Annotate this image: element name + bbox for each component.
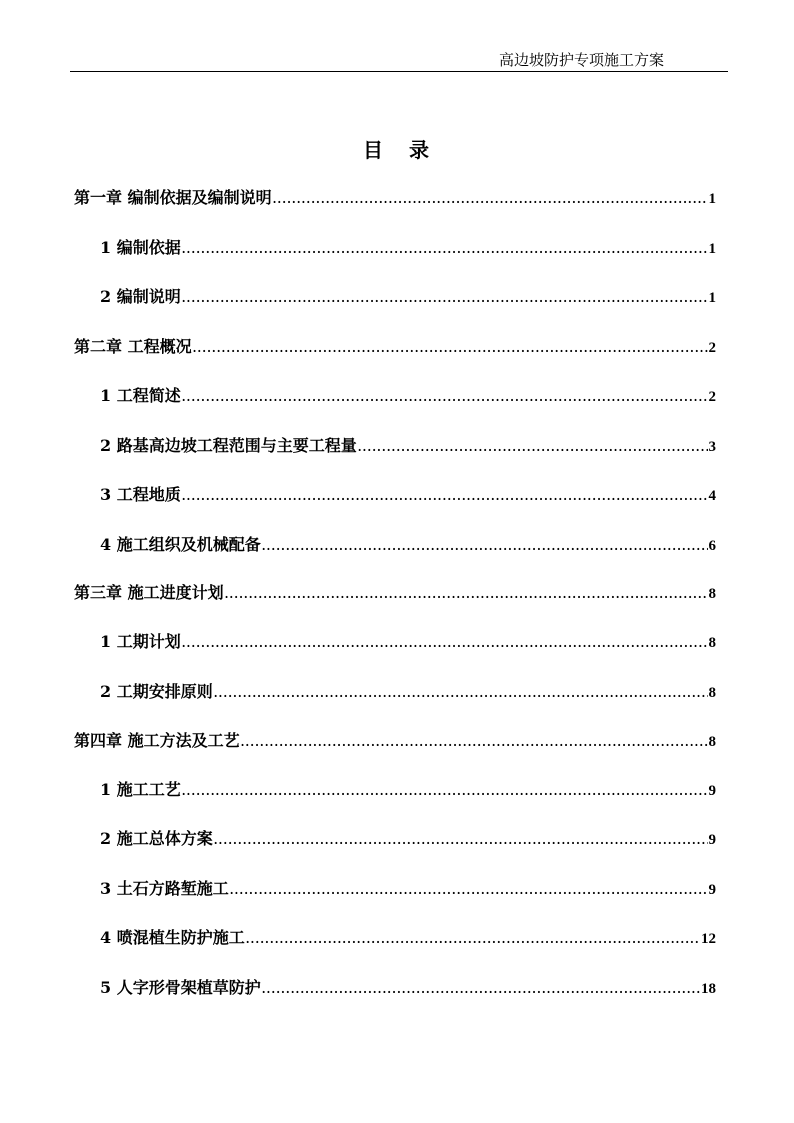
toc-entry-page: 9 bbox=[708, 882, 716, 898]
toc-leader-dots bbox=[241, 731, 708, 755]
toc-entry-page: 1 bbox=[708, 290, 716, 306]
toc-entry-page: 8 bbox=[708, 586, 716, 602]
toc-leader-dots bbox=[182, 632, 708, 656]
toc-entry-page: 4 bbox=[708, 488, 716, 504]
toc-entry-page: 18 bbox=[701, 981, 716, 997]
toc-entry-chapter-1[interactable] bbox=[74, 186, 716, 210]
toc-entry-text: 3 土石方路堑施工 bbox=[100, 879, 229, 898]
toc-title-right: 录 bbox=[409, 138, 431, 162]
toc-entry-text: 1 工期计划 bbox=[100, 632, 181, 651]
toc-entry-page: 9 bbox=[708, 832, 716, 848]
toc-entry-section[interactable] bbox=[100, 926, 716, 950]
toc-entry-section[interactable] bbox=[100, 827, 716, 851]
toc-leader-dots bbox=[358, 436, 708, 460]
toc-leader-dots bbox=[182, 386, 708, 410]
toc-entry-page: 1 bbox=[708, 191, 716, 207]
toc-entry-chapter-3[interactable] bbox=[74, 581, 716, 605]
toc-title-left: 目 bbox=[363, 138, 385, 162]
toc-entry-text: 第三章 施工进度计划 bbox=[74, 583, 224, 602]
toc-entry-page: 2 bbox=[708, 389, 716, 405]
toc-entry-section[interactable] bbox=[100, 434, 716, 458]
toc-entry-page: 12 bbox=[701, 931, 716, 947]
toc-entry-text: 1 工程简述 bbox=[100, 386, 181, 405]
toc-entry-text: 2 路基高边坡工程范围与主要工程量 bbox=[100, 436, 357, 455]
toc-entry-text: 5 人字形骨架植草防护 bbox=[100, 978, 261, 997]
toc-entry-text: 1 施工工艺 bbox=[100, 780, 181, 799]
toc-entry-section[interactable] bbox=[100, 976, 716, 1000]
page-header bbox=[70, 0, 728, 72]
toc-entry-section[interactable] bbox=[100, 877, 716, 901]
toc-entry-section[interactable] bbox=[100, 236, 716, 260]
toc-entry-text: 4 喷混植生防护施工 bbox=[100, 928, 245, 947]
toc-entry-page: 8 bbox=[708, 685, 716, 701]
toc-entry-text: 3 工程地质 bbox=[100, 485, 181, 504]
toc-entry-page: 6 bbox=[708, 538, 716, 554]
toc-leader-dots bbox=[262, 535, 708, 559]
toc-leader-dots bbox=[230, 879, 708, 903]
toc-leader-dots bbox=[182, 780, 708, 804]
toc-leader-dots bbox=[214, 682, 708, 706]
toc-entry-page: 9 bbox=[708, 783, 716, 799]
toc-entry-page: 2 bbox=[708, 340, 716, 356]
toc-leader-dots bbox=[214, 829, 708, 853]
toc-entry-text: 第二章 工程概况 bbox=[74, 337, 192, 356]
toc-entry-chapter-4[interactable] bbox=[74, 729, 716, 753]
toc-entry-section[interactable] bbox=[100, 384, 716, 408]
toc-leader-dots bbox=[182, 238, 708, 262]
toc-leader-dots bbox=[193, 337, 708, 361]
toc-entry-section[interactable] bbox=[100, 778, 716, 802]
toc-entry-section[interactable] bbox=[100, 285, 716, 309]
toc-entry-text: 第一章 编制依据及编制说明 bbox=[74, 188, 272, 207]
toc-entry-page: 1 bbox=[708, 241, 716, 257]
toc-entry-section[interactable] bbox=[100, 680, 716, 704]
toc-entry-text: 第四章 施工方法及工艺 bbox=[74, 731, 240, 750]
toc-leader-dots bbox=[273, 188, 708, 212]
toc-leader-dots bbox=[182, 485, 708, 509]
toc-leader-dots bbox=[262, 978, 700, 1002]
toc-leader-dots bbox=[246, 928, 700, 952]
toc-leader-dots bbox=[225, 583, 708, 607]
toc-entry-text: 1 编制依据 bbox=[100, 238, 181, 257]
header-title: 高边坡防护专项施工方案 bbox=[498, 51, 664, 69]
toc-entry-section[interactable] bbox=[100, 483, 716, 507]
toc-entry-chapter-2[interactable] bbox=[74, 335, 716, 359]
toc-entry-page: 8 bbox=[708, 734, 716, 750]
toc-leader-dots bbox=[182, 287, 708, 311]
toc-title bbox=[0, 134, 794, 163]
toc-entry-text: 2 施工总体方案 bbox=[100, 829, 213, 848]
toc-entry-text: 2 编制说明 bbox=[100, 287, 181, 306]
toc-entry-page: 3 bbox=[708, 439, 716, 455]
toc-entry-section[interactable] bbox=[100, 533, 716, 557]
toc-entry-text: 2 工期安排原则 bbox=[100, 682, 213, 701]
toc-entry-page: 8 bbox=[708, 635, 716, 651]
toc-entry-text: 4 施工组织及机械配备 bbox=[100, 535, 261, 554]
toc-entry-section[interactable] bbox=[100, 630, 716, 654]
